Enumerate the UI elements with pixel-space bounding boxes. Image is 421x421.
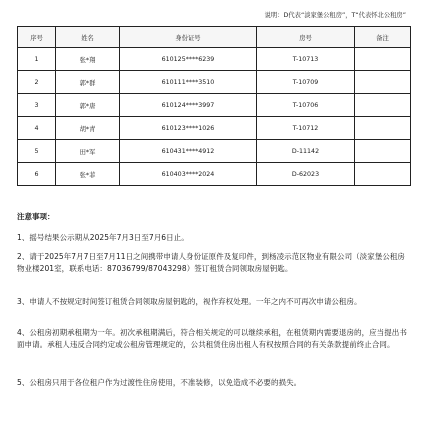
table-row (18, 48, 411, 71)
cell-room-number: T-10709 (257, 71, 355, 94)
header-remark: 备注 (355, 27, 411, 48)
notice-item-4: 4、公租房初期承租期为一年。初次承租期满后，符合相关规定的可以继续承租，在租赁期内需要退房的，应当提出书面申请。承租人违反合同约定或公租房管理规定的，公共租赁住房出租人有权按照合同的有关条款提前终止合同。 (17, 328, 407, 350)
header-room-number: 房号 (257, 27, 355, 48)
notice-item-2: 2、请于2025年7月7日至7月11日之间携带申请人身份证原件及复印件，到杨凌示范区物业有限公司（淡家堡公租房物业楼201室，联系电话：87036799/87043298）签订租赁合同领取房屋钥匙。 (17, 252, 405, 274)
table-row (18, 163, 411, 186)
header-id-number: 身份证号 (120, 27, 257, 48)
header-serial: 序号 (18, 27, 56, 48)
cell-serial: 4 (18, 117, 56, 140)
cell-serial: 3 (18, 94, 56, 117)
cell-room-number: D-11142 (257, 140, 355, 163)
cell-serial: 5 (18, 140, 56, 163)
cell-remark (355, 140, 411, 163)
notice-title: 注意事项： (17, 212, 55, 221)
cell-id-number: 610123****1026 (120, 117, 257, 140)
allocation-table (17, 26, 411, 186)
cell-name: 郭*群 (56, 71, 120, 94)
cell-remark (355, 71, 411, 94)
cell-remark (355, 117, 411, 140)
cell-serial: 1 (18, 48, 56, 71)
table-header-row (18, 27, 411, 48)
cell-room-number: T-10706 (257, 94, 355, 117)
cell-id-number: 610125****6239 (120, 48, 257, 71)
cell-remark (355, 94, 411, 117)
cell-id-number: 610111****3510 (120, 71, 257, 94)
table-row (18, 94, 411, 117)
notice-item-5: 5、公租房只用于各位租户作为过渡性住房使用，不准装修，以免造成不必要的损失。 (17, 378, 302, 387)
cell-remark (355, 48, 411, 71)
notice-item-1: 1、摇号结果公示期从2025年7月3日至7月6日止。 (17, 233, 189, 242)
cell-id-number: 610403****2024 (120, 163, 257, 186)
cell-room-number: T-10713 (257, 48, 355, 71)
notice-item-3: 3、申请人不按规定时间签订租赁合同领取房屋钥匙的，视作弃权处理。一年之内不可再次申请公租房。 (17, 297, 362, 306)
cell-room-number: D-62023 (257, 163, 355, 186)
cell-name: 胡*青 (56, 117, 120, 140)
cell-remark (355, 163, 411, 186)
cell-room-number: T-10712 (257, 117, 355, 140)
cell-serial: 6 (18, 163, 56, 186)
cell-id-number: 610431****4912 (120, 140, 257, 163)
cell-name: 郭*唐 (56, 94, 120, 117)
cell-name: 田*军 (56, 140, 120, 163)
legend-note: 说明：D代表“淡家堡公租房”，T“代表怀北公租房” (264, 12, 406, 19)
header-name: 姓名 (56, 27, 120, 48)
table-row (18, 71, 411, 94)
cell-serial: 2 (18, 71, 56, 94)
table-row (18, 117, 411, 140)
cell-id-number: 610124****3997 (120, 94, 257, 117)
table-row (18, 140, 411, 163)
cell-name: 张*菲 (56, 163, 120, 186)
cell-name: 张*翔 (56, 48, 120, 71)
